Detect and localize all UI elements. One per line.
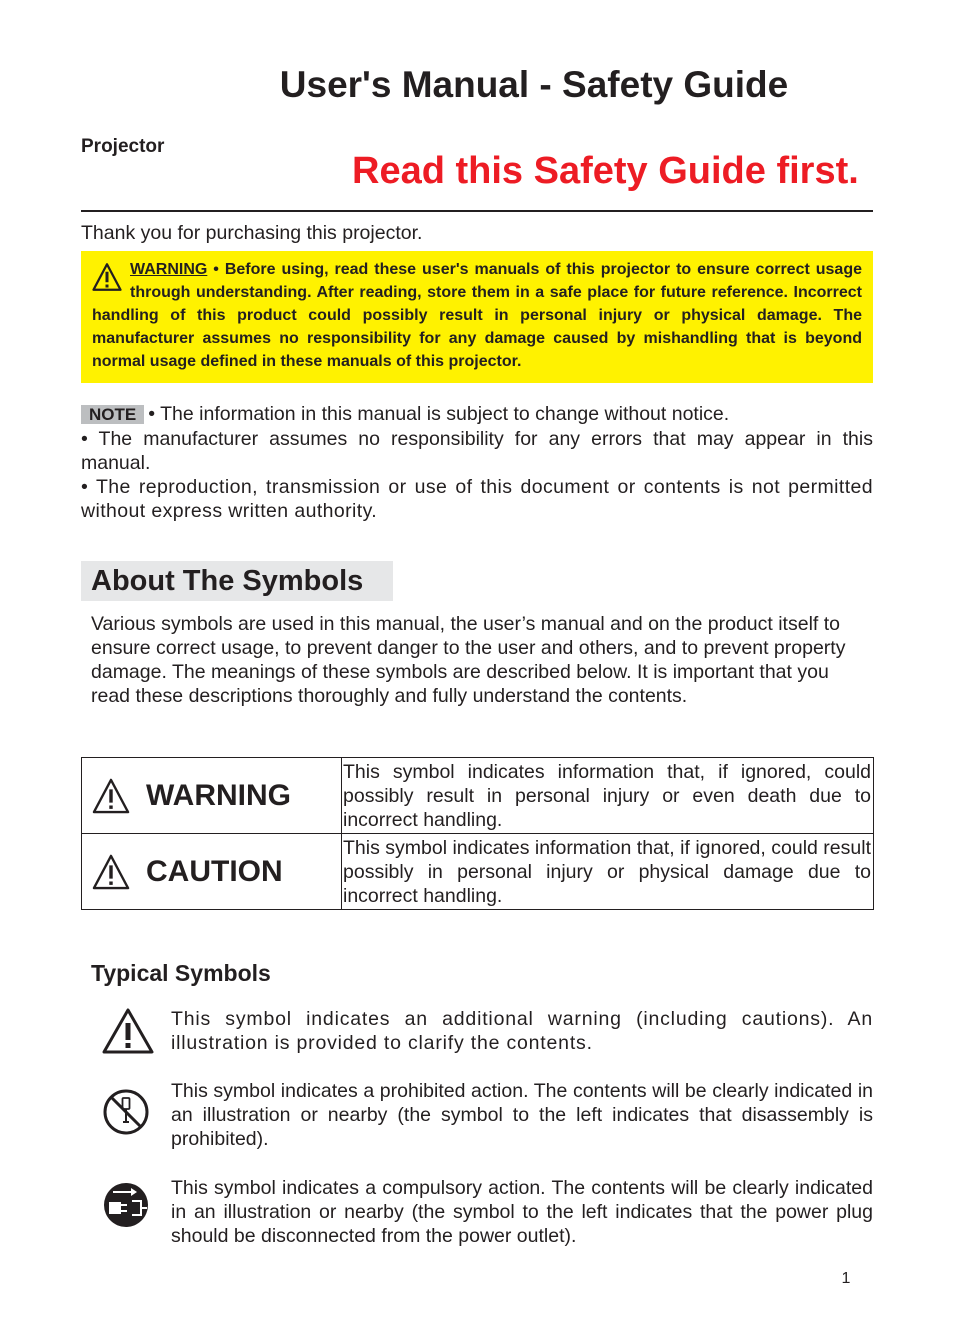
warning-triangle-icon <box>92 778 130 814</box>
table-desc-cell: This symbol indicates information that, if ignored, could possibly result in personal injury or even death due to incorrect handling. <box>342 758 874 834</box>
symbols-intro: Various symbols are used in this manual, the user’s manual and on the product itself to ensure correct usage, to prevent danger to the user and others, and to prevent property damage. The meanings of these symbols are described below. It is important that you read these descriptions thoroughly and fully understand the contents. <box>91 613 846 707</box>
table-row <box>82 758 874 834</box>
page-title: User's Manual - Safety Guide <box>279 64 789 105</box>
typical-text: This symbol indicates a prohibited action. The contents will be clearly indicated in an illustration or nearby (the symbol to the left indicates that disassembly is prohibited). <box>171 1080 873 1150</box>
note-line: • The reproduction, transmission or use of this document or contents is not permitted without express written authority. <box>81 476 873 522</box>
warning-triangle-icon <box>92 262 122 292</box>
warning-box <box>81 251 873 383</box>
table-row <box>82 834 874 910</box>
warning-triangle-icon <box>101 1007 155 1055</box>
typical-text: This symbol indicates a compulsory action. The contents will be clearly indicated in an illustration or nearby (the symbol to the left indicates that the power plug should be disconnected from the power outlet). <box>171 1177 873 1247</box>
page-number: 1 <box>841 1270 851 1287</box>
table-label-cell <box>82 758 342 834</box>
table-label-cell <box>82 834 342 910</box>
section-heading: About The Symbols <box>81 561 393 601</box>
symbols-table <box>81 757 874 910</box>
divider <box>81 210 873 212</box>
table-desc-cell: This symbol indicates information that, if ignored, could result possibly in personal injury or physical damage due to incorrect handling. <box>342 834 874 910</box>
warning-text: • Before using, read these user's manuals of this projector to ensure correct usage through understanding. After reading, store them in a safe place for future reference. Incorrect handling of this product could possibly result in personal injury or physical damage. The manufacturer assumes no responsibility for any damage caused by mishandling that is beyond normal usage defined in these manuals of this projector. <box>92 261 862 370</box>
note-line: • The information in this manual is subject to change without notice. <box>148 403 730 425</box>
typical-text: This symbol indicates an additional warning (including cautions). An illustration is provided to clarify the contents. <box>171 1008 873 1054</box>
thanks-text: Thank you for purchasing this projector. <box>81 222 423 244</box>
note-block <box>81 402 873 523</box>
warning-heading: WARNING <box>146 778 291 812</box>
note-line: • The manufacturer assumes no responsibility for any errors that may appear in this manual. <box>81 428 873 474</box>
warning-label: WARNING <box>130 261 208 278</box>
product-name: Projector <box>81 136 165 157</box>
no-disassembly-icon <box>101 1088 151 1136</box>
note-badge: NOTE <box>81 405 144 424</box>
subtitle: Read this Safety Guide first. <box>352 150 859 192</box>
warning-triangle-icon <box>92 854 130 890</box>
unplug-icon <box>101 1181 151 1229</box>
caution-heading: CAUTION <box>146 854 283 888</box>
typical-heading: Typical Symbols <box>91 960 271 986</box>
